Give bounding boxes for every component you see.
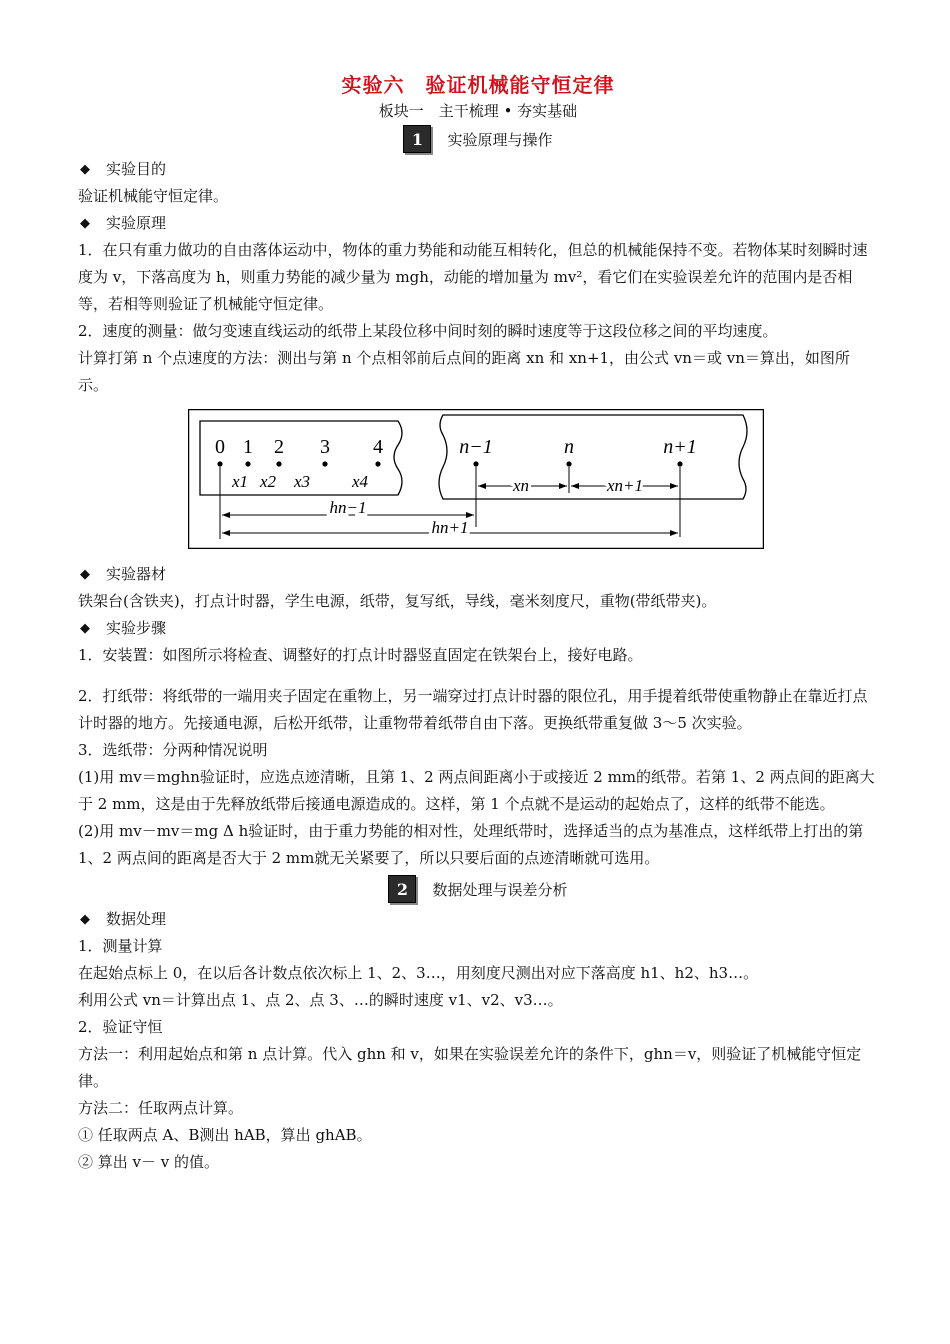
step-2: 2．打纸带：将纸带的一端用夹子固定在重物上，另一端穿过打点计时器的限位孔，用手提着纸带使重物静止在靠近打点计时器的地方。先接通电源，后松开纸带，让重物带着纸带自由下落。更换纸带重复做 3～5 次实验。 (78, 687, 868, 732)
steps-heading-text: 实验步骤 (106, 619, 167, 637)
purpose-heading-text: 实验目的 (106, 160, 167, 178)
diamond-bullet-icon: ◆ (80, 567, 90, 582)
data-processing-heading-text: 数据处理 (106, 910, 167, 928)
x2-label: x2 (259, 472, 277, 491)
equipment-text: 铁架台(含铁夹)，打点计时器，学生电源，纸带，复写纸，导线，毫米刻度尺，重物(带纸带夹)。 (78, 592, 717, 610)
principle-heading-text: 实验原理 (106, 214, 167, 232)
section-2-header (78, 872, 878, 906)
measure-heading: 1．测量计算 (78, 937, 163, 955)
measure-para-1: 在起始点标上 0，在以后各计数点依次标上 1、2、3…，用刻度尺测出对应下落高度 h1、h2、h3…。 (78, 964, 759, 982)
paper-tape-figure (188, 409, 764, 549)
document-page (78, 70, 878, 1176)
arrowhead (478, 483, 486, 489)
hn1-label: hn+1 (431, 518, 469, 537)
section-1-title: 实验原理与操作 (447, 130, 553, 149)
principle-para-1: 1．在只有重力做功的自由落体运动中，物体的重力势能和动能互相转化，但总的机械能保持不变。若物体某时刻瞬时速度为 v，下落高度为 h，则重力势能的减少量为 mgh，动能的增加量为 mv²，看它们在实验误差允许的范围内是否相等，若相等则验证了机械能守恒定律。 (78, 241, 868, 313)
section-number-badge: 2 (388, 875, 416, 903)
arrowhead (670, 483, 678, 489)
x1-label: x1 (231, 472, 249, 491)
tape-dot (245, 461, 250, 466)
xn1-label: xn+1 (606, 476, 644, 495)
diamond-bullet-icon: ◆ (80, 912, 90, 927)
tape-label-0: 0 (215, 436, 225, 458)
tape-dot (375, 461, 380, 466)
principle-para-2: 2．速度的测量：做匀变速直线运动的纸带上某段位移中间时刻的瞬时速度等于这段位移之间的平均速度。 (78, 322, 778, 340)
tape-dot (473, 461, 478, 466)
tape-label-2: 2 (274, 436, 284, 458)
data-processing-heading (78, 906, 878, 933)
tape-dot (322, 461, 327, 466)
tape-label-3: 3 (320, 436, 330, 458)
step-3a: (1)用 mv＝mghn验证时，应选点迹清晰，且第 1、2 两点间距离小于或接近 2 mm的纸带。若第 1、2 两点间的距离大于 2 mm，这是由于先释放纸带后接通电源造成的。这样，第 1 个点就不是运动的起始点了，这样的纸带不能选。 (78, 768, 875, 813)
step-3b: (2)用 mv－mv＝mg Δ h验证时，由于重力势能的相对性，处理纸带时，选择适当的点为基准点，这样纸带上打出的第 1、2 两点间的距离是否大于 2 mm就无关紧要了，所以只要后面的点迹清晰就可选用。 (78, 822, 864, 867)
method-2: 方法二：任取两点计算。 (78, 1099, 244, 1117)
tape-dot (566, 461, 571, 466)
arrowhead (222, 530, 230, 536)
method-1: 方法一：利用起始点和第 n 点计算。代入 ghn 和 v，如果在实验误差允许的条件下，ghn＝v，则验证了机械能守恒定律。 (78, 1045, 862, 1090)
n-plus-1-label: n+1 (663, 436, 697, 458)
page-subtitle: 板块一 主干梳理 • 夯实基础 (378, 102, 578, 120)
verify-heading: 2．验证守恒 (78, 1018, 163, 1036)
xn-label: xn (512, 476, 530, 495)
arrowhead (571, 483, 579, 489)
arrowhead (670, 530, 678, 536)
section-2-title: 数据处理与误差分析 (432, 880, 568, 899)
tape-dot (276, 461, 281, 466)
diamond-bullet-icon: ◆ (80, 621, 90, 636)
tape-dot (217, 461, 222, 466)
step-1: 1．安装置：如图所示将检查、调整好的打点计时器竖直固定在铁架台上，接好电路。 (78, 646, 643, 664)
steps-heading (78, 615, 878, 642)
purpose-heading (78, 156, 878, 183)
method-2-step-1: ① 任取两点 A、B测出 hAB，算出 ghAB。 (78, 1126, 372, 1144)
method-2-step-2: ② 算出 v－ v 的值。 (78, 1153, 220, 1171)
diamond-bullet-icon: ◆ (80, 162, 90, 177)
equipment-heading-text: 实验器材 (106, 565, 167, 583)
spacer (78, 669, 878, 683)
principle-para-3: 计算打第 n 个点速度的方法：测出与第 n 个点相邻前后点间的距离 xn 和 xn+1，由公式 vn＝或 vn＝算出，如图所示。 (78, 349, 850, 394)
diamond-bullet-icon: ◆ (80, 216, 90, 231)
section-number-badge: 1 (403, 125, 431, 153)
n-label: n (564, 436, 574, 458)
tape-label-1: 1 (243, 436, 253, 458)
arrowhead (559, 483, 567, 489)
x3-label: x3 (293, 472, 311, 491)
arrowhead (222, 512, 230, 518)
x4-label: x4 (351, 472, 369, 491)
measure-para-2: 利用公式 vn＝计算出点 1、点 2、点 3、…的瞬时速度 v1、v2、v3…。 (78, 991, 563, 1009)
hn-1-label: hn−1 (329, 498, 367, 517)
step-3: 3．选纸带：分两种情况说明 (78, 741, 268, 759)
purpose-text: 验证机械能守恒定律。 (78, 187, 229, 205)
principle-heading (78, 210, 878, 237)
tape-dot (677, 461, 682, 466)
page-title: 实验六 验证机械能守恒定律 (341, 73, 615, 97)
tape-label-4: 4 (373, 436, 383, 458)
equipment-heading (78, 561, 878, 588)
n-minus-1-label: n−1 (459, 436, 493, 458)
section-1-header (78, 122, 878, 156)
